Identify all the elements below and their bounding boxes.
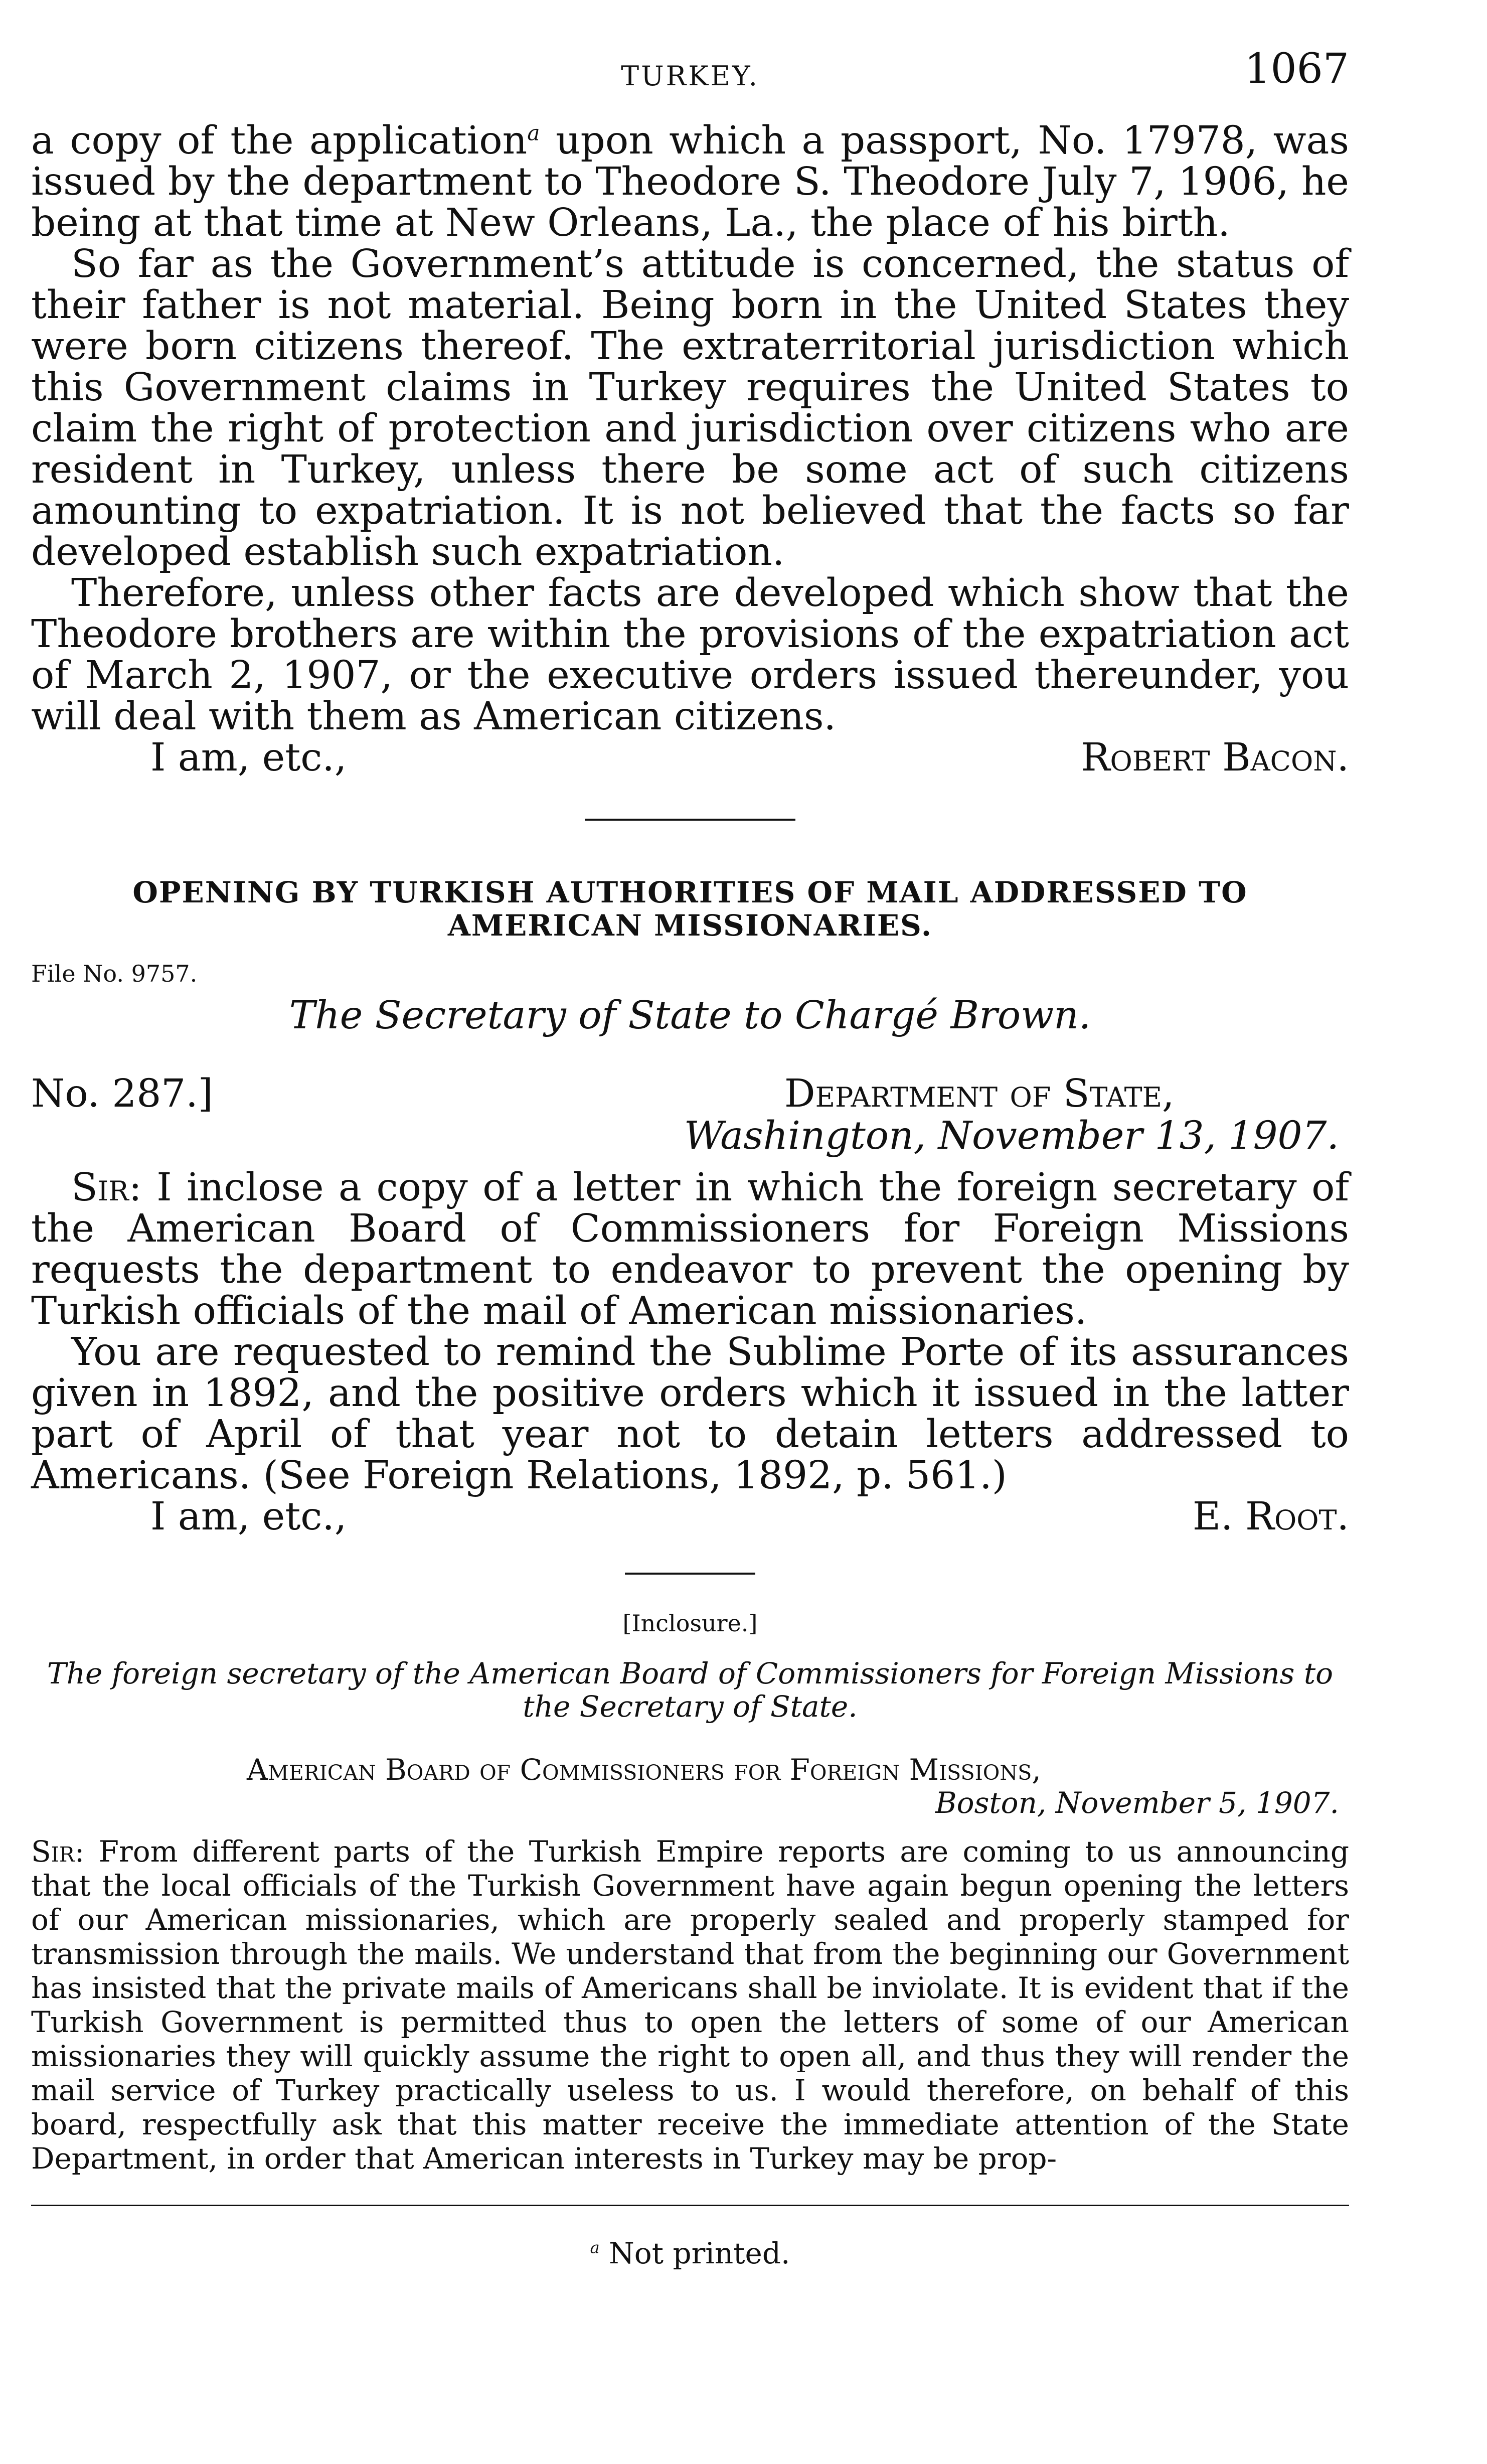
closing: I am, etc., xyxy=(150,1494,347,1539)
signoff xyxy=(31,737,1349,779)
sender-block xyxy=(684,1073,1349,1157)
letter-title: The Secretary of State to Chargé Brown. xyxy=(289,993,1091,1038)
page-number: 1067 xyxy=(1244,45,1349,93)
dateline: Boston, November 5, 1907. xyxy=(935,1786,1339,1820)
inclosure-body: Sir: From different parts of the Turkish Empire reports are coming to us announcing that the local officials of the Turkish Government have again begun opening the letters of our American missionaries, which are properly sealed and properly stamped for transmission through the mails. We understand that from the beginning our Government has insisted that the private mails of Americans shall be inviolate. It is evident that if the Turkish Government is permitted thus to open the letters of some of our American missionaries they will quickly assume the right to open all, and thus they will render the mail service of Turkey practically useless to us. I would therefore, on behalf of this board, respectfully ask that this matter receive the immediate attention of the State Department, in order that American interests in Turkey may be prop- xyxy=(31,1834,1349,2176)
paragraph: a copy of the application$^a$ upon which a passport, No. 17978, was issued by the department to Theodore S. Theodore July 7, 1906, he being at that time at New Orleans, La., the place of his birth. xyxy=(31,118,1349,245)
divider xyxy=(625,1573,755,1575)
paragraph: Therefore, unless other facts are developed which show that the Theodore brothers are within the provisions of the expatriation act of March 2, 1907, or the executive orders issued thereunder, you will deal with them as American citizens. xyxy=(31,571,1349,739)
page-header xyxy=(31,45,1349,120)
salutation: Sir: xyxy=(71,1165,142,1210)
file-number: File No. 9757. xyxy=(31,960,198,987)
inclosure-label: [Inclosure.] xyxy=(622,1610,758,1637)
footnote-rule xyxy=(31,2205,1349,2206)
department: Department of State, xyxy=(784,1071,1175,1116)
salutation: Sir: xyxy=(31,1834,85,1869)
closing: I am, etc., xyxy=(150,735,347,780)
signature: E. Root. xyxy=(1192,1494,1349,1539)
running-title: TURKEY. xyxy=(621,60,759,92)
inclosure-address xyxy=(31,1753,1349,1819)
letter-bacon xyxy=(31,120,1349,779)
paragraph: You are requested to remind the Sublime Porte of its assurances given in 1892, and the positive orders which it issued in the latter part of April of that year not to detain letters addressed to Americans. (See Foreign Relations, 1892, p. 561.) xyxy=(31,1330,1349,1498)
paragraph: So far as the Government’s attitude is concerned, the status of their father is not material. Being born in the United States they were born citizens thereof. The extraterritorial jurisdiction which this Government claims in Turkey requires the United States to claim the right of protection and jurisdiction over citizens who are resident in Turkey, unless there be some act of such citizens amounting to expatriation. It is not believed that the facts so far developed establish such expatriation. xyxy=(31,242,1349,574)
letter-header xyxy=(31,1073,1349,1157)
footnote: $^a$ Not printed. xyxy=(590,2236,790,2270)
divider xyxy=(585,819,795,821)
organization: American Board of Commissioners for Foreign Missions, xyxy=(247,1753,1041,1787)
signoff xyxy=(31,1496,1349,1537)
inclosure-title: The foreign secretary of the American Board of Commissioners for Foreign Missions to the Secretary of State. xyxy=(47,1656,1334,1724)
signature: Robert Bacon. xyxy=(1081,735,1349,780)
letter-root xyxy=(31,1167,1349,1537)
paragraph: Sir: I inclose a copy of a letter in which the foreign secretary of the American Board of Commissioners for Foreign Missions requests the department to endeavor to prevent the opening by Turkish officials of the mail of American missionaries. xyxy=(31,1165,1349,1333)
document-page xyxy=(31,45,1349,2270)
footnote-ref: a xyxy=(527,120,540,145)
dateline: Washington, November 13, 1907. xyxy=(684,1114,1339,1158)
section-heading: OPENING BY TURKISH AUTHORITIES OF MAIL ADDRESSED TO AMERICAN MISSIONARIES. xyxy=(132,875,1248,943)
dispatch-number: No. 287.] xyxy=(31,1071,213,1116)
